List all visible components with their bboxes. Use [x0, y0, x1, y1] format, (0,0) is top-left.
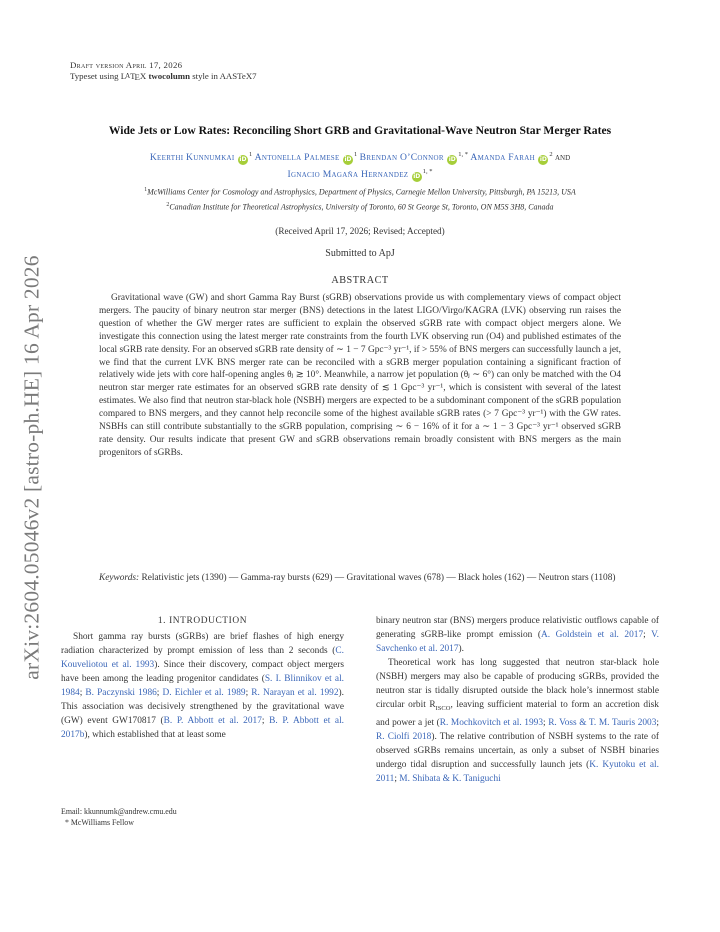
body-text: ). This association was decisively strengthened by the gravitational wave (GW) event GW170817 (: [61, 688, 344, 727]
body-text: ISCO: [435, 705, 451, 713]
orcid-icon[interactable]: iD: [448, 156, 456, 164]
author-and: and: [555, 152, 571, 164]
abstract: [99, 292, 621, 460]
arxiv-identifier: arXiv:2604.05046v2 [astro-ph.HE] 16 Apr 2026: [19, 254, 44, 680]
body-text: ;: [643, 630, 652, 641]
citation-link[interactable]: B. P. Abbott et al. 2017: [163, 716, 262, 727]
affiliation-number: 2: [166, 201, 170, 208]
body-text: , leaving sufficient material to form an accretion disk and power a jet (: [376, 700, 659, 729]
footnote-email: Email: kkunnumk@andrew.cmu.edu: [61, 807, 177, 816]
intro-paragraph: [376, 656, 659, 786]
author-affil: 1, *: [458, 151, 468, 158]
author-affil: 1, *: [422, 168, 433, 176]
typeset-bold: twocolumn: [148, 70, 190, 81]
body-text: ).: [458, 644, 464, 655]
latex-logo: A: [125, 71, 131, 80]
body-text: Short gamma ray bursts (sGRBs) are brief flashes of high energy radiation characterized by prompt emission of less than 2 seconds (: [61, 632, 344, 657]
right-column: [376, 614, 659, 786]
body-text: ), which established that at least some: [84, 730, 226, 741]
submitted-journal: Submitted to ApJ: [325, 248, 395, 259]
affiliation-text: McWilliams Center for Cosmology and Astrophysics, Department of Physics, Carnegie Mellon University, Pittsburgh, PA 15213, USA: [147, 187, 576, 197]
body-text: ). Since their discovery, compact object mergers have been among the leading progenitor candidates (: [61, 660, 344, 685]
abstract-heading: ABSTRACT: [331, 275, 389, 286]
affiliation-2: [30, 199, 690, 214]
citation-link[interactable]: K. Kyutoku et al. 2011: [376, 760, 659, 785]
citation-link[interactable]: R. Voss & T. M. Tauris 2003: [548, 718, 657, 729]
author-affil: 1: [248, 151, 253, 158]
body-text: ;: [543, 718, 549, 729]
body-text: ;: [156, 688, 163, 699]
citation-link[interactable]: R. Narayan et al. 1992: [251, 688, 339, 699]
arxiv-side-stamp: [12, 232, 52, 702]
citation-link[interactable]: B. Paczynski 1986: [85, 688, 157, 699]
author-name[interactable]: Brendan O’Connor: [359, 152, 444, 164]
body-text: ;: [261, 716, 270, 727]
section-heading: 1. INTRODUCTION: [157, 616, 248, 626]
body-text: ;: [79, 688, 86, 699]
left-column: [61, 614, 344, 742]
affiliations: [30, 184, 690, 213]
citation-link[interactable]: C. Kouveliotou et al. 1993: [61, 646, 344, 671]
footnote-fellow: * McWilliams Fellow: [65, 818, 134, 827]
citation-link[interactable]: M. Shibata & K. Taniguchi: [399, 774, 501, 785]
author-name[interactable]: Amanda Farah: [470, 152, 535, 164]
citation-link[interactable]: D. Eichler et al. 1989: [162, 688, 246, 699]
draft-version: Draft version April 17, 2026: [70, 60, 183, 70]
orcid-icon[interactable]: iD: [344, 156, 352, 164]
body-text: Theoretical work has long suggested that neutron star-black hole (NSBH) mergers may also be capable of producing sGRBs, provided the neutron star is tidally disrupted outside the black hole’s innermost stable circular orbit R: [376, 658, 659, 711]
latex-logo-tex: TEX: [130, 70, 147, 82]
keywords: [99, 572, 669, 586]
citation-link[interactable]: R. Mochkovitch et al. 1993: [439, 718, 543, 729]
footnotes: [61, 806, 344, 828]
citation-link[interactable]: A. Goldstein et al. 2017: [540, 630, 644, 641]
body-text: ;: [656, 718, 659, 729]
author-affil: 1: [353, 151, 358, 158]
orcid-icon[interactable]: iD: [239, 156, 247, 164]
intro-paragraph: [61, 630, 344, 742]
received-dates: (Received April 17, 2026; Revised; Accepted): [275, 226, 445, 236]
author-name[interactable]: Antonella Palmese: [254, 152, 340, 164]
keywords-label: Keywords:: [99, 573, 140, 583]
abstract-text: Gravitational wave (GW) and short Gamma Ray Burst (sGRB) observations provide us with complementary views of compact object mergers. The paucity of binary neutron star merger (BNS) detections in the latest LIGO/Virgo/KAGRA (LVK) observing run raises the question of whether the GW merger rates are sufficient to explain the observed sGRB rate with compact object mergers alone. We investigate this connection using the latest merger rate constraints from the fourth LVK observing run (O4) and published estimates of the local sGRB rate density. For an observed sGRB rate density of ∼ 1 − 7 Gpc⁻³ yr⁻¹, if > 55% of BNS mergers can successfully launch a jet, we find that the current LVK BNS merger rate can be reconciled with a sGRB merger population containing a significant fraction of relatively wide jets with core half-opening angles θⱼ ≳ 10°. Meanwhile, a narrow jet population (θⱼ ∼ 6°) can only be matched with the O4 neutron star merger rate estimates for an observed sGRB rate density of ≲ 1 Gpc⁻³ yr⁻¹, which is consistent with several of the latest estimates. We also find that neutron star-black hole (NSBH) mergers are expected to be a subdominant component of the sGRB population compared to BNS mergers, and they cannot help reconcile some of the highest available sGRB rates (> 7 Gpc⁻³ yr⁻¹) with the GW rates. NSBHs can still contribute substantially to the sGRB population, comprising ∼ 6 − 16% of it for a ∼ 1 − 3 Gpc⁻³ yr⁻¹ observed sGRB rate density. Our results indicate that present GW and sGRB observations remain broadly consistent with BNS mergers as the main progenitors of sGRBs.: [99, 293, 621, 458]
typeset-prefix: Typeset using L: [70, 70, 127, 81]
preprint-header: [70, 60, 257, 83]
paper-title: Wide Jets or Low Rates: Reconciling Short GRB and Gravitational-Wave Neutron Star Merger Rates: [108, 124, 612, 137]
typeset-line: [70, 71, 257, 83]
author-affil: 2: [549, 151, 553, 158]
affiliation-text: Canadian Institute for Theoretical Astrophysics, University of Toronto, 60 St George St, Toronto, ON M5S 3H8, Canada: [169, 202, 554, 212]
affiliation-number: 1: [144, 187, 148, 193]
body-text: ;: [394, 774, 400, 785]
author-name[interactable]: Keerthi Kunnumkai: [149, 152, 235, 164]
body-text: binary neutron star (BNS) mergers produce relativistic outflows capable of generating sGRB-like prompt emission (: [376, 616, 659, 641]
typeset-suffix: style in AASTeX7: [190, 70, 257, 81]
affiliation-1: [30, 184, 690, 199]
author-list: [60, 148, 660, 182]
citation-link[interactable]: V. Savchenko et al. 2017: [376, 630, 659, 655]
citation-link[interactable]: S. I. Blinnikov et al. 1984: [61, 674, 344, 699]
orcid-icon[interactable]: iD: [539, 156, 547, 164]
citation-link[interactable]: R. Ciolfi 2018: [376, 732, 432, 743]
orcid-icon[interactable]: iD: [413, 173, 421, 181]
author-name[interactable]: Ignacio Magaña Hernandez: [287, 169, 409, 181]
body-text: ;: [245, 688, 252, 699]
citation-link[interactable]: B. P. Abbott et al. 2017b: [61, 716, 345, 741]
keywords-list: Relativistic jets (1390) — Gamma-ray bursts (629) — Gravitational waves (678) — Black holes (162) — Neutron stars (1108): [141, 573, 616, 583]
intro-paragraph: [376, 614, 659, 656]
body-text: ). The relative contribution of NSBH systems to the rate of observed sGRBs remains uncertain, as only a subset of NSBH binaries undergo tidal disruption and successfully launch jets (: [376, 732, 659, 771]
